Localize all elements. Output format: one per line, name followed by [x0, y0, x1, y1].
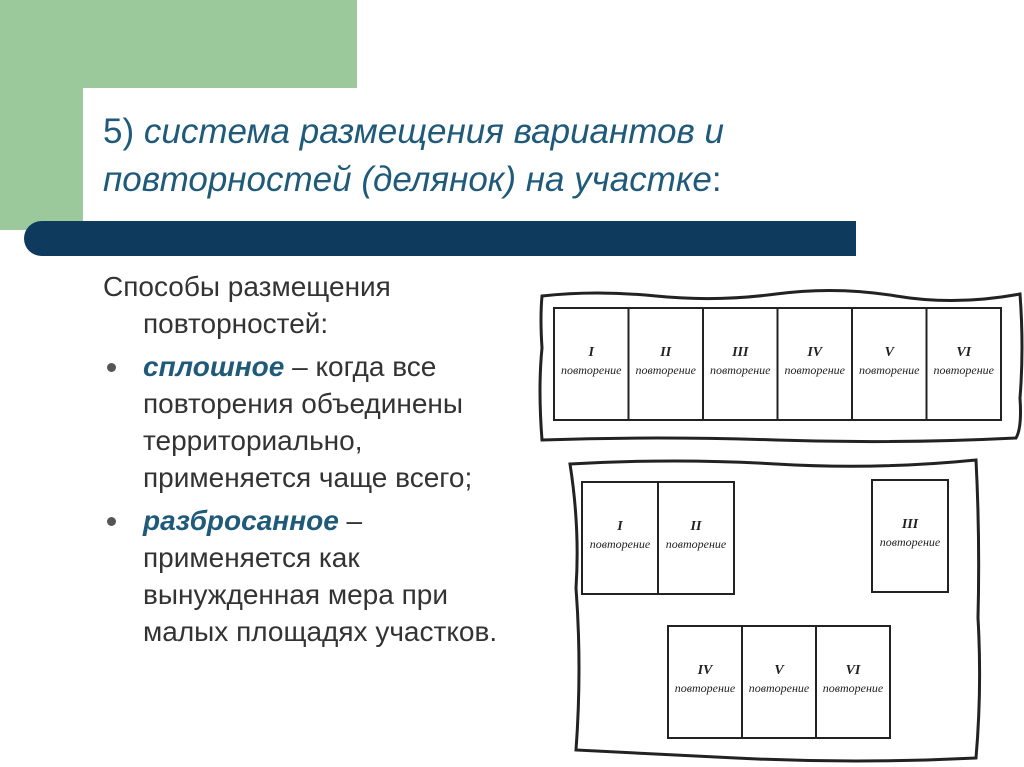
- plot-number: V: [884, 345, 894, 360]
- plots-row-continuous: [554, 308, 1001, 420]
- plot-cell: [703, 308, 778, 420]
- decor-green-side: [0, 0, 83, 230]
- plot-cell: [852, 308, 927, 420]
- plots-group-right: [872, 480, 948, 592]
- plot-cell: [582, 482, 658, 594]
- bullet-dot: [107, 517, 116, 526]
- title-divider-bar: [24, 221, 856, 256]
- bullet-term: разбросанное: [143, 505, 339, 536]
- bullet-text: – применяется как вынужденная мера при малых площадях участков.: [143, 505, 498, 647]
- plot-cell: [778, 308, 853, 420]
- lead-line-2: повторностей:: [143, 308, 329, 339]
- plot-number: III: [732, 345, 749, 360]
- plot-label: повторение: [933, 363, 994, 377]
- plot-cell: [927, 308, 1002, 420]
- lead-line-1: Способы размещения: [103, 271, 391, 302]
- plot-number: VI: [845, 663, 861, 678]
- plot-number: V: [774, 663, 784, 678]
- title-text: система размещения вариантов и повторностей (делянок) на участке: [103, 112, 724, 199]
- plot-number: I: [617, 519, 623, 534]
- plot-label: повторение: [784, 363, 845, 377]
- plot-number: II: [690, 519, 702, 534]
- plot-number: II: [660, 345, 672, 360]
- plot-cell: [816, 626, 890, 738]
- plot-cell: [668, 626, 742, 738]
- plot-label: повторение: [674, 681, 736, 695]
- plot-cell: [872, 480, 948, 592]
- plot-label: повторение: [859, 363, 920, 377]
- bullet-term: сплошное: [143, 351, 285, 382]
- bullet-item-scattered: [103, 502, 533, 650]
- plot-label: повторение: [561, 363, 622, 377]
- plot-number: IV: [807, 345, 823, 360]
- plot-cell: [629, 308, 704, 420]
- plot-layout-diagram: [536, 288, 1024, 767]
- plot-number: IV: [697, 663, 713, 678]
- plot-cell: [554, 308, 629, 420]
- plot-number: III: [901, 517, 919, 532]
- plot-label: повторение: [635, 363, 696, 377]
- bullet-item-continuous: [103, 348, 533, 496]
- plot-cell: [742, 626, 816, 738]
- title-number: 5): [103, 112, 135, 151]
- plot-cell: [658, 482, 734, 594]
- plot-label: повторение: [710, 363, 771, 377]
- plot-label: повторение: [589, 537, 651, 551]
- field-outline-scattered: [570, 460, 980, 761]
- bullet-text: – когда все повторения объединены территориально, применяется чаще всего;: [143, 351, 473, 493]
- plots-group-left: [582, 482, 734, 594]
- plot-label: повторение: [748, 681, 810, 695]
- slide-title: [103, 108, 863, 204]
- bullet-dot: [107, 363, 116, 372]
- plot-label: повторение: [665, 537, 727, 551]
- plot-label: повторение: [822, 681, 884, 695]
- plots-group-center: [668, 626, 890, 738]
- title-colon: :: [711, 160, 722, 199]
- slide-body: [103, 268, 533, 650]
- plot-label: повторение: [879, 535, 941, 549]
- plot-number: I: [588, 345, 594, 360]
- plot-number: VI: [956, 345, 972, 360]
